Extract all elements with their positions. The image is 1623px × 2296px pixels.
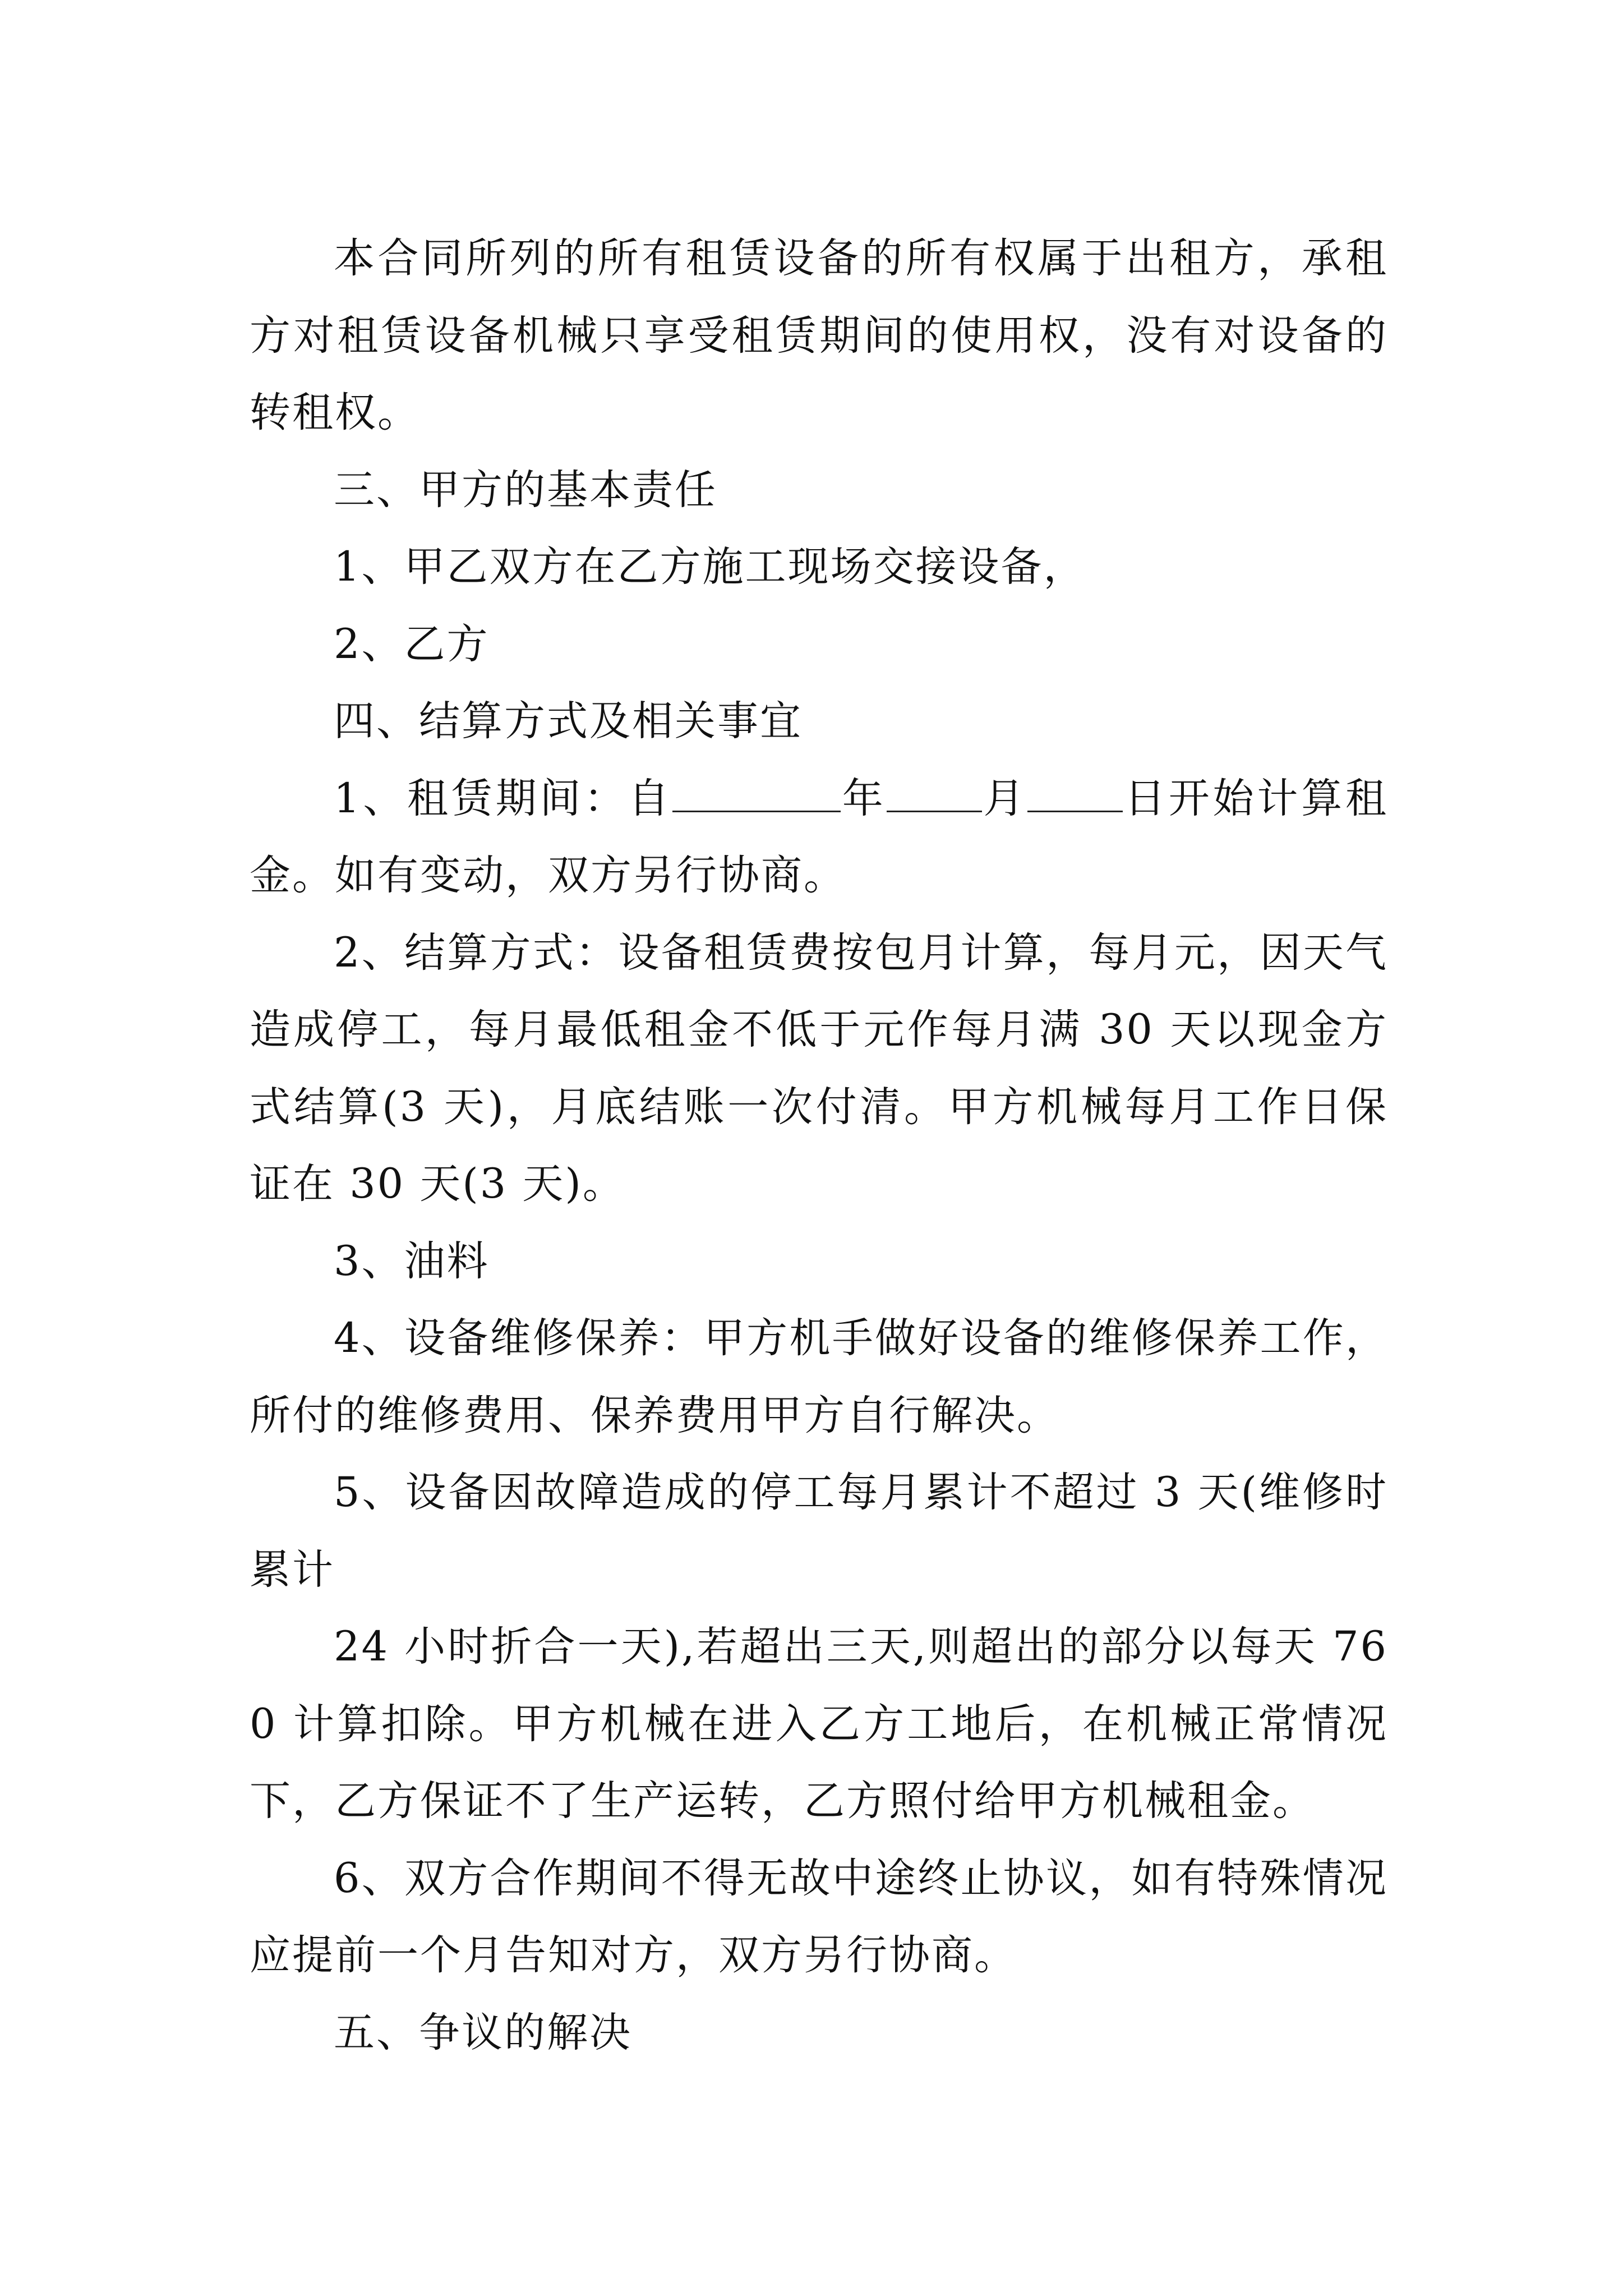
month-label: 月 bbox=[981, 774, 1028, 822]
list-item-settlement-method: 2、结算方式：设备租赁费按包月计算，每月元，因天气造成停工，每月最低租金不低于元作每月满 30 天以现金方式结算(3 天)，月底结账一次付清。甲方机械每月工作日保证在 30 天(3 天)。 bbox=[250, 928, 1388, 1208]
document-body bbox=[250, 220, 1388, 2071]
list-item-party-b: 2、乙方 bbox=[334, 620, 490, 668]
rental-period-prefix: 1、租赁期间：自 bbox=[334, 774, 672, 822]
list-item-downtime-continued: 24 小时折合一天),若超出三天,则超出的部分以每天 760 计算扣除。甲方机械在进入乙方工地后，在机械正常情况下，乙方保证不了生产运转，乙方照付给甲方机械租金。 bbox=[250, 1623, 1388, 1825]
day-blank bbox=[1027, 777, 1123, 812]
section-heading-dispute-resolution: 五、争议的解决 bbox=[334, 2008, 632, 2056]
list-item-handover: 1、甲乙双方在乙方施工现场交接设备， bbox=[334, 543, 1086, 591]
section-heading-basic-responsibilities: 三、甲方的基本责任 bbox=[334, 466, 717, 514]
list-item-termination: 6、双方合作期间不得无故中途终止协议，如有特殊情况应提前一个月告知对方，双方另行协商。 bbox=[250, 1854, 1388, 1979]
list-item-maintenance: 4、设备维修保养：甲方机手做好设备的维修保养工作，所付的维修费用、保养费用甲方自行解决。 bbox=[250, 1314, 1388, 1439]
list-item-rental-period bbox=[250, 760, 1388, 914]
list-item-downtime: 5、设备因故障造成的停工每月累计不超过 3 天(维修时累计 bbox=[250, 1469, 1388, 1594]
year-blank bbox=[672, 777, 841, 812]
section-heading-settlement: 四、结算方式及相关事宜 bbox=[334, 697, 803, 745]
month-blank bbox=[887, 777, 982, 812]
rental-period-suffix: 日开始计算租金。如有变动，双方另行协商。 bbox=[250, 774, 1389, 899]
paragraph-ownership: 本合同所列的所有租赁设备的所有权属于出租方，承租方对租赁设备机械只享受租赁期间的使用权，没有对设备的转租权。 bbox=[250, 234, 1388, 436]
year-label: 年 bbox=[840, 774, 887, 822]
list-item-fuel: 3、油料 bbox=[334, 1237, 490, 1285]
